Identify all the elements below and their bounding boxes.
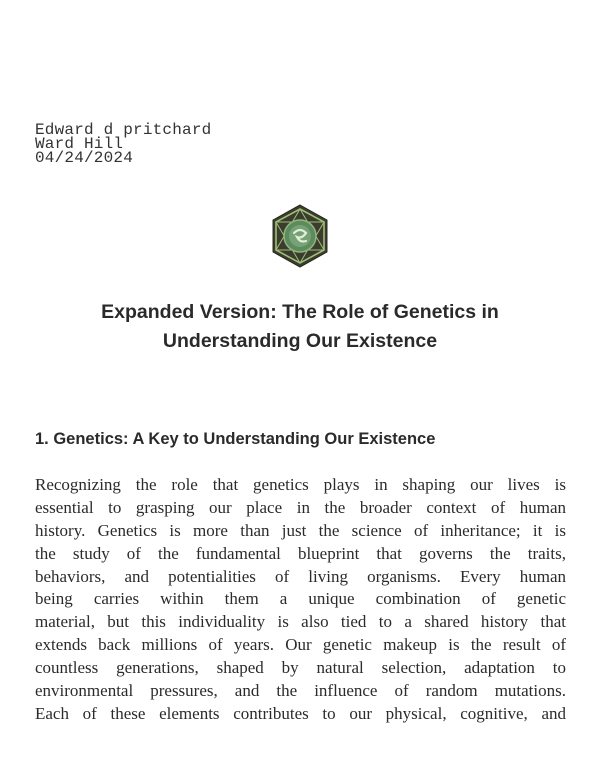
hexagon-emblem-icon [269,203,331,269]
section-heading: 1. Genetics: A Key to Understanding Our Existence [35,430,436,448]
body-line: material, but this individuality is also tied to a shared history that [35,612,566,632]
body-line: behaviors, and potentialities of living organisms. Every human [35,566,566,586]
body-line: essential to grasping our place in the broader context of human [35,497,566,517]
body-paragraph [35,474,566,726]
author-block [35,123,211,165]
body-line: extends back millions of years. Our genetic makeup is the result of [35,635,566,655]
document-title-line-2: Understanding Our Existence [162,330,438,352]
document-date: 04/24/2024 [35,149,134,167]
author-location: Ward Hill [35,135,124,153]
document-title-line-1: Expanded Version: The Role of Genetics in [101,301,499,323]
document-title [60,298,540,356]
body-line: countless generations, shaped by natural selection, adaptation to [35,658,566,678]
author-name: Edward d pritchard [35,121,212,139]
body-line: being carries within them a unique combination of genetic [35,589,566,609]
body-line: the study of the fundamental blueprint that governs the traits, [35,543,566,563]
body-line: Each of these elements contributes to our physical, cognitive, and [35,703,566,723]
body-line: environmental pressures, and the influence of random mutations. [35,681,566,701]
body-line: history. Genetics is more than just the science of inheritance; it is [35,520,566,540]
body-line: Recognizing the role that genetics plays in shaping our lives is [35,475,566,494]
